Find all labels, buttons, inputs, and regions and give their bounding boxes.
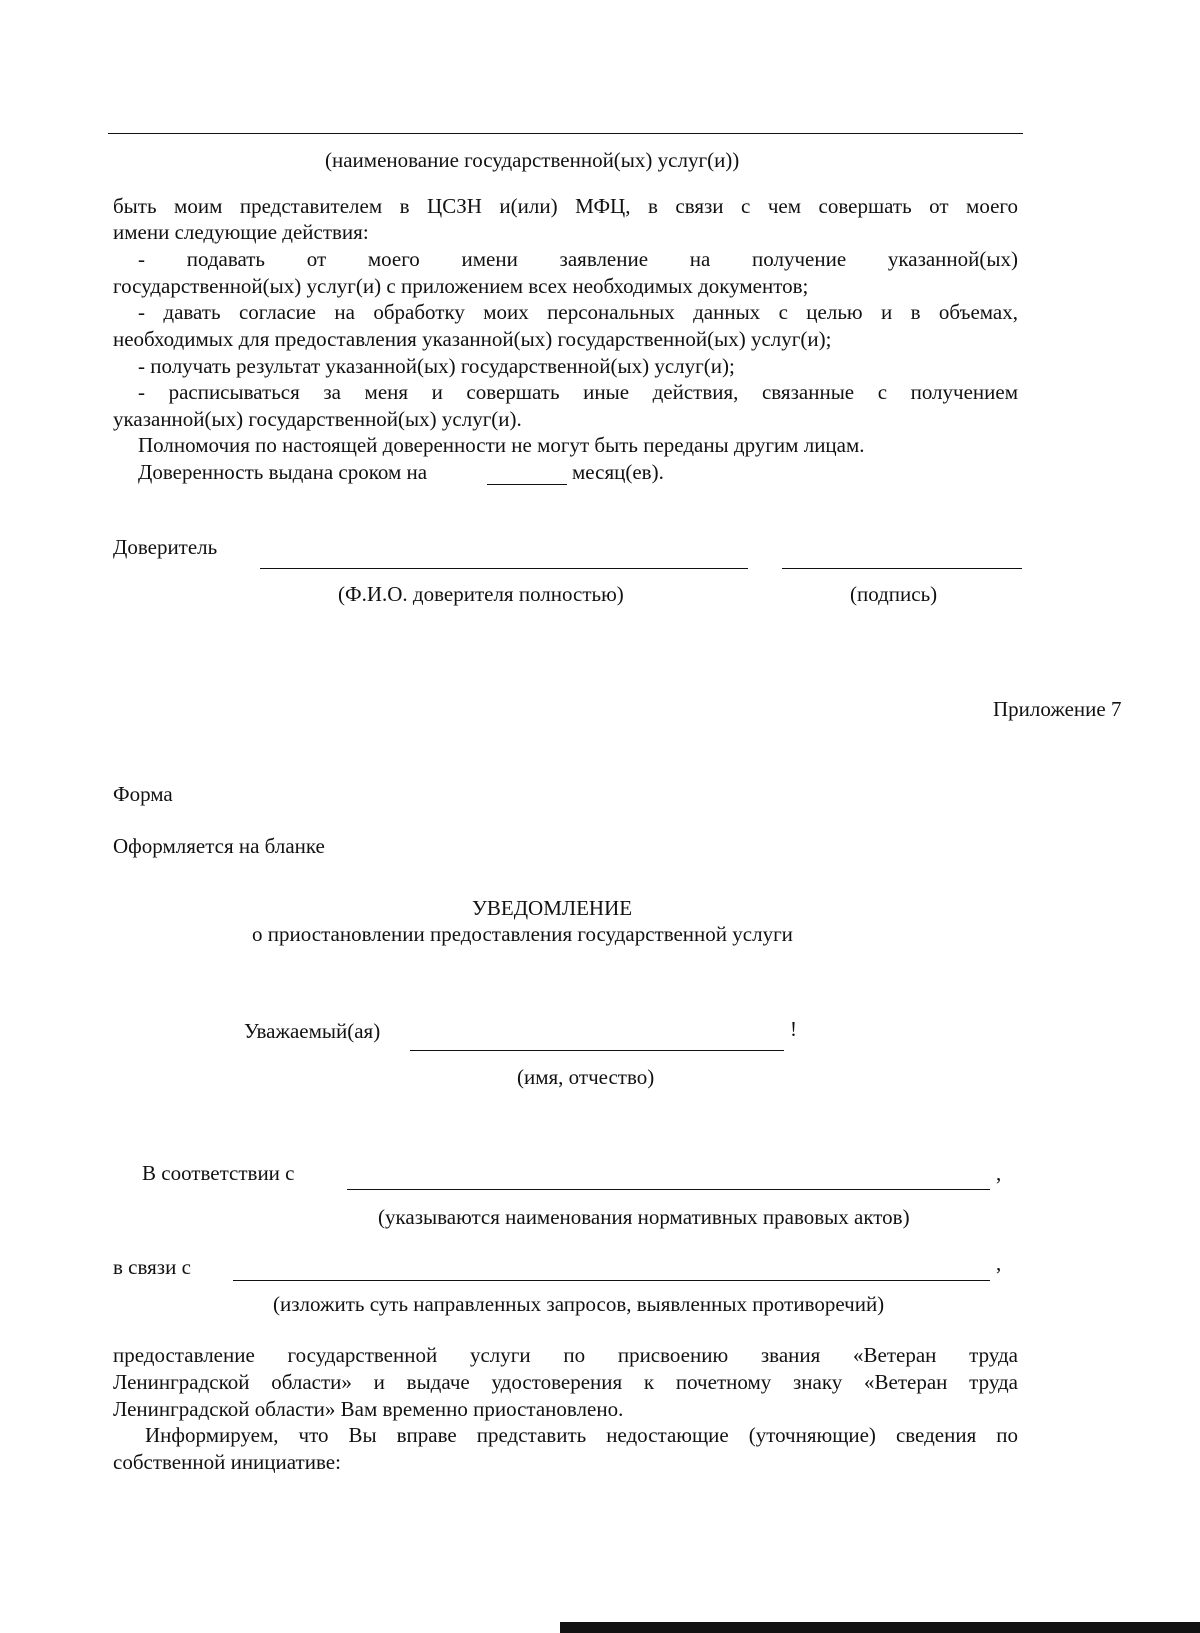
principal-fio-line xyxy=(260,568,748,569)
due-label: в связи с xyxy=(113,1255,191,1279)
bullet1-line1: - подавать от моего имени заявление на получение указанной(ых) xyxy=(138,247,1018,271)
blank-label: Оформляется на бланке xyxy=(113,834,325,858)
name-caption: (имя, отчество) xyxy=(517,1065,655,1089)
accordance-label: В соответствии с xyxy=(142,1161,295,1185)
service-name-line xyxy=(108,133,1023,134)
bullet2-line2: необходимых для предоставления указанной(ых) государственной(ых) услуг(и); xyxy=(113,327,832,351)
requests-line xyxy=(233,1280,990,1281)
notice-subtitle: о приостановлении предоставления государственной услуги xyxy=(252,922,793,946)
acts-comma: , xyxy=(996,1161,1002,1185)
acts-caption: (указываются наименования нормативных правовых актов) xyxy=(378,1205,910,1229)
bullet2-line1: - давать согласие на обработку моих персональных данных с целью и в объемах, xyxy=(138,300,1018,324)
powers-line: Полномочия по настоящей доверенности не могут быть переданы другим лицам. xyxy=(138,433,865,457)
principal-fio-caption: (Ф.И.О. доверителя полностью) xyxy=(338,582,624,606)
inform-line2: собственной инициативе: xyxy=(113,1450,341,1474)
requests-caption: (изложить суть направленных запросов, выявленных противоречий) xyxy=(273,1292,885,1316)
signature-caption: (подпись) xyxy=(850,582,938,606)
service-name-caption: (наименование государственной(ых) услуг(и)) xyxy=(325,148,740,172)
appendix-label: Приложение 7 xyxy=(993,697,1122,721)
suspension-line2: Ленинградской области» и выдаче удостоверения к почетному знаку «Ветеран труда xyxy=(113,1370,1018,1394)
scan-edge-bar xyxy=(560,1622,1200,1633)
inform-line1: Информируем, что Вы вправе представить недостающие (уточняющие) сведения по xyxy=(145,1423,1018,1447)
term-blank-line xyxy=(487,484,567,485)
form-label: Форма xyxy=(113,782,173,806)
suspension-line3: Ленинградской области» Вам временно приостановлено. xyxy=(113,1397,624,1421)
term-suffix: месяц(ев). xyxy=(572,460,664,484)
para1-line1: быть моим представителем в ЦСЗН и(или) МФЦ, в связи с чем совершать от моего xyxy=(113,194,1018,218)
greeting-label: Уважаемый(ая) xyxy=(244,1019,381,1043)
suspension-line1: предоставление государственной услуги по присвоению звания «Ветеран труда xyxy=(113,1343,1018,1367)
signature-line xyxy=(782,568,1022,569)
acts-line xyxy=(347,1189,990,1190)
notice-title: УВЕДОМЛЕНИЕ xyxy=(472,896,633,920)
para1-line2: имени следующие действия: xyxy=(113,220,369,244)
bullet4-line2: указанной(ых) государственной(ых) услуг(и). xyxy=(113,407,522,431)
requests-comma: , xyxy=(996,1251,1002,1275)
term-prefix: Доверенность выдана сроком на xyxy=(138,460,428,484)
bullet1-line2: государственной(ых) услуг(и) с приложением всех необходимых документов; xyxy=(113,274,809,298)
bullet3-line1: - получать результат указанной(ых) государственной(ых) услуг(и); xyxy=(138,354,735,378)
name-line xyxy=(410,1050,784,1051)
greeting-mark: ! xyxy=(790,1017,797,1041)
bullet4-line1: - расписываться за меня и совершать иные действия, связанные с получением xyxy=(138,380,1018,404)
principal-label: Доверитель xyxy=(113,535,218,559)
